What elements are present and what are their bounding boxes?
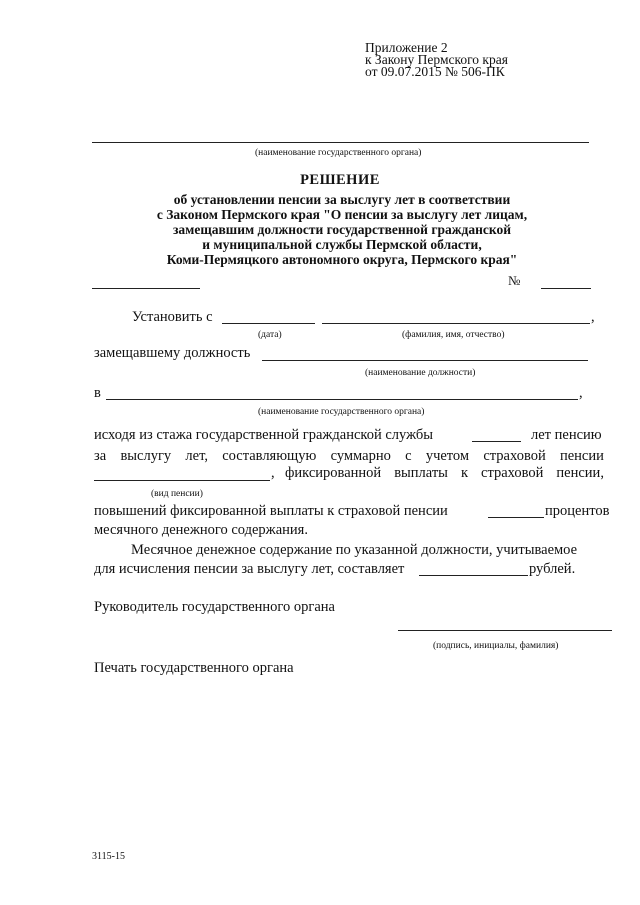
document-title: РЕШЕНИЕ [300, 172, 380, 188]
subtitle-line-5: Коми-Пермяцкого автономного округа, Пермского края" [166, 252, 518, 267]
subtitle-line-4: и муниципальной службы Пермской области, [202, 237, 482, 252]
in-comma: , [579, 385, 583, 401]
head-label: Руководитель государственного органа [94, 599, 335, 615]
percent-label: процентов [545, 503, 610, 519]
date-caption: (дата) [258, 330, 282, 340]
position-caption: (наименование должности) [365, 368, 476, 378]
pension-type-caption: (вид пенсии) [151, 489, 203, 499]
experience-years-line [472, 441, 521, 442]
establish-comma: , [591, 309, 595, 325]
number-sign: № [508, 273, 521, 288]
paragraph-line-2: за выслугу лет, составляющую суммарно с учетом страховой пенсии [94, 448, 604, 464]
increase-text: повышений фиксированной выплаты к страховой пенсии [94, 503, 448, 519]
experience-text-end: лет пенсию [531, 427, 602, 443]
org-name-line [92, 142, 589, 143]
footer-code: 3115-15 [92, 851, 125, 862]
decision-number-line [541, 288, 591, 289]
monthly-pay-text: месячного денежного содержания. [94, 522, 308, 538]
signature-line [398, 630, 612, 631]
calculation-text: для исчисления пенсии за выслугу лет, составляет [94, 561, 405, 577]
monthly-salary-text: Месячное денежное содержание по указанной должности, учитываемое [131, 542, 578, 558]
pension-type-comma: , [271, 465, 275, 481]
establish-label: Установить с [132, 309, 213, 325]
fio-caption: (фамилия, имя, отчество) [402, 330, 505, 340]
document-subtitle [92, 192, 592, 267]
fio-field-line [322, 323, 590, 324]
subtitle-line-1: об установлении пенсии за выслугу лет в соответствии [173, 192, 511, 207]
rubles-label: рублей. [529, 561, 576, 577]
appendix-line-2: к Закону Пермского края [365, 52, 508, 67]
position-label: замещавшему должность [94, 345, 251, 361]
paragraph-line-3: фиксированной выплаты к страховой пенсии, [285, 465, 604, 481]
org-field-line [106, 399, 578, 400]
signature-caption: (подпись, инициалы, фамилия) [433, 641, 559, 651]
pension-type-line [94, 480, 270, 481]
amount-field-line [419, 575, 528, 576]
seal-label: Печать государственного органа [94, 660, 294, 676]
in-label: в [94, 385, 101, 401]
subtitle-line-2: с Законом Пермского края "О пенсии за выслугу лет лицам, [156, 207, 528, 222]
appendix-line-1: Приложение 2 [365, 40, 448, 55]
subtitle-line-3: замещавшим должности государственной гражданской [173, 222, 511, 237]
decision-date-line [92, 288, 200, 289]
date-field-line [222, 323, 315, 324]
appendix-line-3: от 09.07.2015 № 506-ПК [365, 64, 505, 79]
position-field-line [262, 360, 588, 361]
percent-field-line [488, 517, 544, 518]
org-caption: (наименование государственного органа) [258, 407, 425, 417]
experience-text: исходя из стажа государственной гражданской службы [94, 427, 434, 443]
org-name-caption: (наименование государственного органа) [255, 148, 422, 158]
